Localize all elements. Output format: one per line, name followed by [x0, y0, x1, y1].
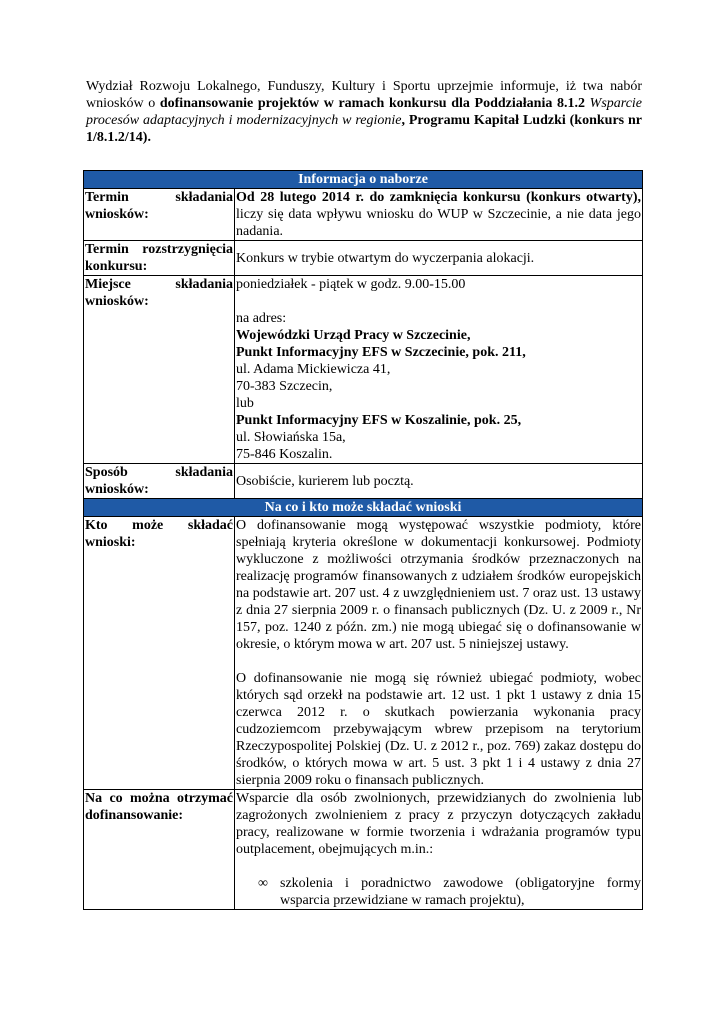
kto-paragraph-1: O dofinansowanie mogą występować wszystkie podmioty, które spełniają kryteria określone w dokumentacji konkursowej. Podmioty wykluczone z możliwości otrzymania środków przeznaczonych na realizację programów finansowanych z udziałem środków europejskich na podstawie art. 207 ust. 4 z uwzględnieniem ust. 7 oraz ust. 13 ustawy z dnia 27 sierpnia 2009 r. o finansach publicznych (Dz. U. z 2009 r., Nr 157, poz. 1240 z późn. zm.) nie mogą ubiegać się o dofinansowanie w okresie, o którym mowa w art. 207 ust. 5 niniejszej ustawy. — [236, 518, 641, 652]
label-termin-rozstrzygniecia: Termin rozstrzygnięcia konkursu: — [85, 242, 233, 274]
section-header-row — [84, 171, 643, 189]
miejsce-hours: poniedziałek - piątek w godz. 9.00-15.00 — [236, 277, 466, 292]
value-kto-moze — [235, 517, 643, 790]
label-sposob-skladania: Sposób składania wniosków: — [85, 465, 233, 497]
info-table — [83, 170, 643, 910]
list-item — [258, 875, 641, 909]
miejsce-na-adres: na adres: — [236, 311, 287, 326]
naco-bullet-list — [236, 875, 641, 909]
section-header-na-co-i-kto: Na co i kto może składać wnioski — [84, 499, 643, 517]
intro-text: Wydział Rozwoju Lokalnego, Funduszy, Kultury i Sportu uprzejmie informuje, iż twa nabór wniosków o — [86, 79, 642, 111]
miejsce-wup-name: Wojewódzki Urząd Pracy w Szczecinie, — [236, 328, 471, 343]
intro-paragraph — [86, 78, 642, 146]
miejsce-punkt-szczecin: Punkt Informacyjny EFS w Szczecinie, pok. 211, — [236, 345, 526, 360]
miejsce-street-szczecin: ul. Adama Mickiewicza 41, — [236, 362, 391, 377]
termin-skladania-rest: liczy się data wpływu wniosku do WUP w Szczecinie, a nie data jego nadania. — [236, 207, 641, 239]
label-kto-moze: Kto może składać wnioski: — [84, 517, 235, 790]
infinity-bullet-icon: ∞ — [258, 876, 268, 891]
value-sposob-skladania: Osobiście, kurierem lub pocztą. — [235, 464, 643, 499]
intro-bold-title: dofinansowanie projektów w ramach konkursu dla Poddziałania 8.1.2 — [159, 96, 585, 111]
value-termin-rozstrzygniecia: Konkurs w trybie otwartym do wyczerpania alokacji. — [235, 241, 643, 276]
miejsce-punkt-koszalin: Punkt Informacyjny EFS w Koszalinie, pok. 25, — [236, 413, 522, 428]
intro-italic-title: Wsparcie procesów adaptacyjnych i modernizacyjnych w regionie — [86, 96, 643, 128]
value-termin-skladania — [235, 189, 643, 241]
miejsce-city-koszalin: 75-846 Koszalin. — [236, 447, 333, 462]
naco-bullet-1: szkolenia i poradnictwo zawodowe (obligatoryjne formy wsparcia przewidziane w ramach projektu), — [280, 876, 641, 908]
section-header-informacja: Informacja o naborze — [84, 171, 643, 189]
termin-skladania-bold: Od 28 lutego 2014 r. do zamknięcia konkursu (konkurs otwarty), — [236, 190, 641, 205]
label-termin-skladania: Termin składania wniosków: — [84, 189, 235, 241]
label-na-co: Na co można otrzymać dofinansowanie: — [84, 790, 235, 910]
label-miejsce-skladania: Miejsce składania wniosków: — [84, 276, 235, 464]
miejsce-lub: lub — [236, 396, 254, 411]
table-row — [84, 276, 643, 464]
value-na-co — [235, 790, 643, 910]
section-header-row — [84, 499, 643, 517]
miejsce-street-koszalin: ul. Słowiańska 15a, — [236, 430, 346, 445]
naco-paragraph-1: Wsparcie dla osób zwolnionych, przewidzianych do zwolnienia lub zagrożonych zwolnieniem z pracy z przyczyn dotyczących zakładu pracy, realizowane w formie tworzenia i wdrażania programów typu outplacement, obejmujących m.in.: — [236, 791, 641, 857]
table-row — [84, 189, 643, 241]
table-row — [84, 790, 643, 910]
table-row — [84, 464, 643, 499]
table-row — [84, 517, 643, 790]
intro-bold-program: , Programu Kapitał Ludzki (konkurs nr 1/8.1.2/14). — [86, 113, 642, 145]
kto-paragraph-2: O dofinansowanie nie mogą się również ubiegać podmioty, wobec których sąd orzekł na podstawie art. 12 ust. 1 pkt 1 ustawy z dnia 15 czerwca 2012 r. o skutkach powierzania wykonania pracy cudzoziemcom przebywającym wbrew przepisom na terytorium Rzeczypospolitej Polskiej (Dz. U. z 2012 r., poz. 769) zakaz dostępu do środków, o których mowa w art. 5 ust. 3 pkt 1 i 4 ustawy z dnia 27 sierpnia 2009 roku o finansach publicznych. — [236, 671, 641, 788]
miejsce-city-szczecin: 70-383 Szczecin, — [236, 379, 333, 394]
value-miejsce-skladania — [235, 276, 643, 464]
table-row — [84, 241, 643, 276]
